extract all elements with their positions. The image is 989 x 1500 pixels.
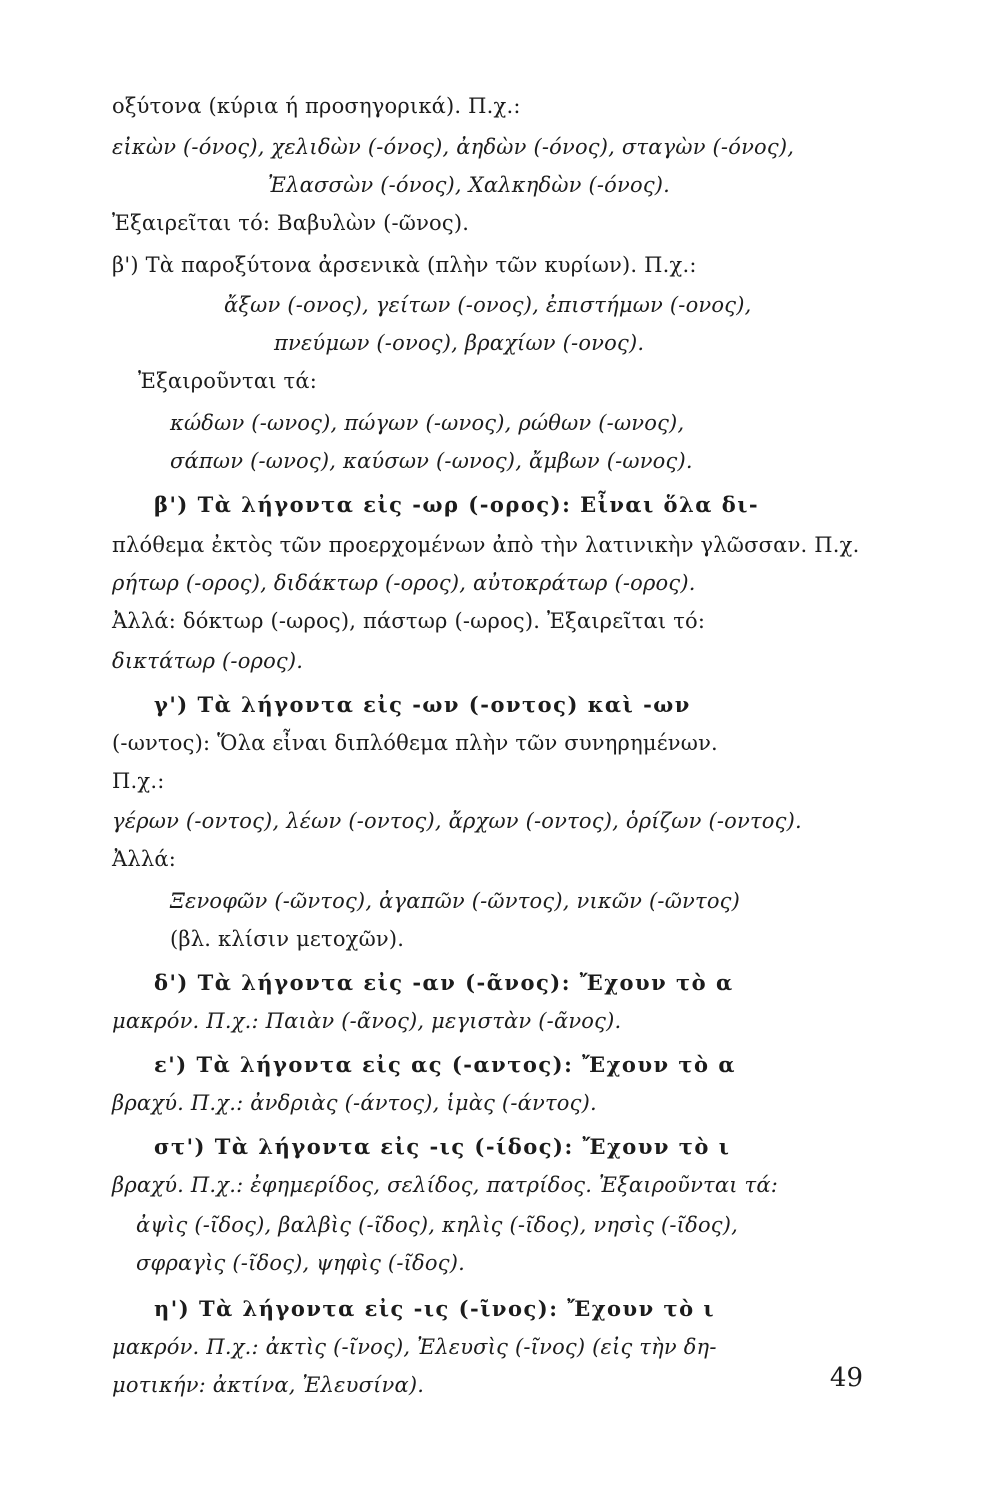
section-heading: β') Τὰ λήγοντα εἰς -ωρ (-ορος): Εἶναι ὅλα δι-: [154, 492, 760, 517]
text-line: δικτάτωρ (-ορος).: [112, 649, 304, 673]
text-line: οξύτονα (κύρια ή προσηγορικά). Π.χ.:: [112, 94, 521, 118]
text-line: κώδων (-ωνος), πώγων (-ωνος), ρώθων (-ωνος),: [170, 411, 685, 435]
text-line: εἰκὼν (-όνος), χελιδὼν (-όνος), ἀηδὼν (-όνος), σταγὼν (-όνος),: [112, 135, 795, 159]
text-line: βραχύ. Π.χ.: ἀνδριὰς (-άντος), ἱμὰς (-άντος).: [112, 1091, 597, 1115]
text-line: σάπων (-ωνος), καύσων (-ωνος), ἄμβων (-ωνος).: [170, 449, 693, 473]
section-heading: δ') Τὰ λήγοντα εἰς -αν (-ᾶνος): Ἔχουν τὸ α: [154, 970, 734, 995]
text-line: πνεύμων (-ονος), βραχίων (-ονος).: [274, 331, 645, 355]
text-line: ρήτωρ (-ορος), διδάκτωρ (-ορος), αὐτοκράτωρ (-ορος).: [112, 571, 696, 595]
text-line: ἀψὶς (-ῖδος), βαλβὶς (-ῖδος), κηλὶς (-ῖδος), νησὶς (-ῖδος),: [136, 1213, 739, 1237]
text-line: ἄξων (-ονος), γείτων (-ονος), ἐπιστήμων (-ονος),: [224, 293, 752, 317]
section-heading: ε') Τὰ λήγοντα εἰς ας (-αντος): Ἔχουν τὸ α: [154, 1052, 737, 1077]
text-line: Ἐξαιρεῖται τό: Βαβυλὼν (-ῶνος).: [112, 211, 470, 235]
text-line: Ξενοφῶν (-ῶντος), ἀγαπῶν (-ῶντος), νικῶν (-ῶντος): [170, 889, 741, 913]
text-line: σφραγὶς (-ῖδος), ψηφὶς (-ῖδος).: [136, 1251, 465, 1275]
text-line: πλόθεμα ἐκτὸς τῶν προερχομένων ἀπὸ τὴν λατινικὴν γλῶσσαν. Π.χ.: [112, 533, 860, 557]
section-heading: η') Τὰ λήγοντα εἰς -ις (-ῖνος): Ἔχουν τὸ ι: [154, 1296, 716, 1321]
text-line: Ἐλασσὼν (-όνος), Χαλκηδὼν (-όνος).: [268, 173, 671, 197]
text-line: Ἐξαιροῦνται τά:: [138, 369, 317, 393]
text-line: (βλ. κλίσιν μετοχῶν).: [170, 927, 405, 951]
text-line: Π.χ.:: [112, 769, 165, 793]
text-line: βραχύ. Π.χ.: ἐφημερίδος, σελίδος, πατρίδος. Ἐξαιροῦνται τά:: [112, 1173, 779, 1197]
text-line: Ἀλλά: δόκτωρ (-ωρος), πάστωρ (-ωρος). Ἐξαιρεῖται τό:: [112, 609, 706, 633]
text-line: γέρων (-οντος), λέων (-οντος), ἄρχων (-οντος), ὁρίζων (-οντος).: [112, 809, 802, 833]
text-line: β') Τὰ παροξύτονα ἀρσενικὰ (πλὴν τῶν κυρίων). Π.χ.:: [112, 253, 697, 277]
section-heading: γ') Τὰ λήγοντα εἰς -ων (-οντος) καὶ -ων: [154, 692, 691, 717]
text-line: μακρόν. Π.χ.: Παιὰν (-ᾶνος), μεγιστὰν (-ᾶνος).: [112, 1009, 622, 1033]
text-line: Ἀλλά:: [112, 847, 177, 871]
text-line: (-ωντος): Ὅλα εἶναι διπλόθεμα πλὴν τῶν συνηρημένων.: [112, 731, 718, 755]
text-line: μοτικήν: ἀκτίνα, Ἐλευσίνα).: [112, 1373, 425, 1397]
text-line: μακρόν. Π.χ.: ἀκτὶς (-ῖνος), Ἐλευσὶς (-ῖνος) (εἰς τὴν δη-: [112, 1335, 717, 1359]
section-heading: στ') Τὰ λήγοντα εἰς -ις (-ίδος): Ἔχουν τὸ ι: [154, 1134, 731, 1159]
page-number: 49: [829, 1363, 863, 1393]
